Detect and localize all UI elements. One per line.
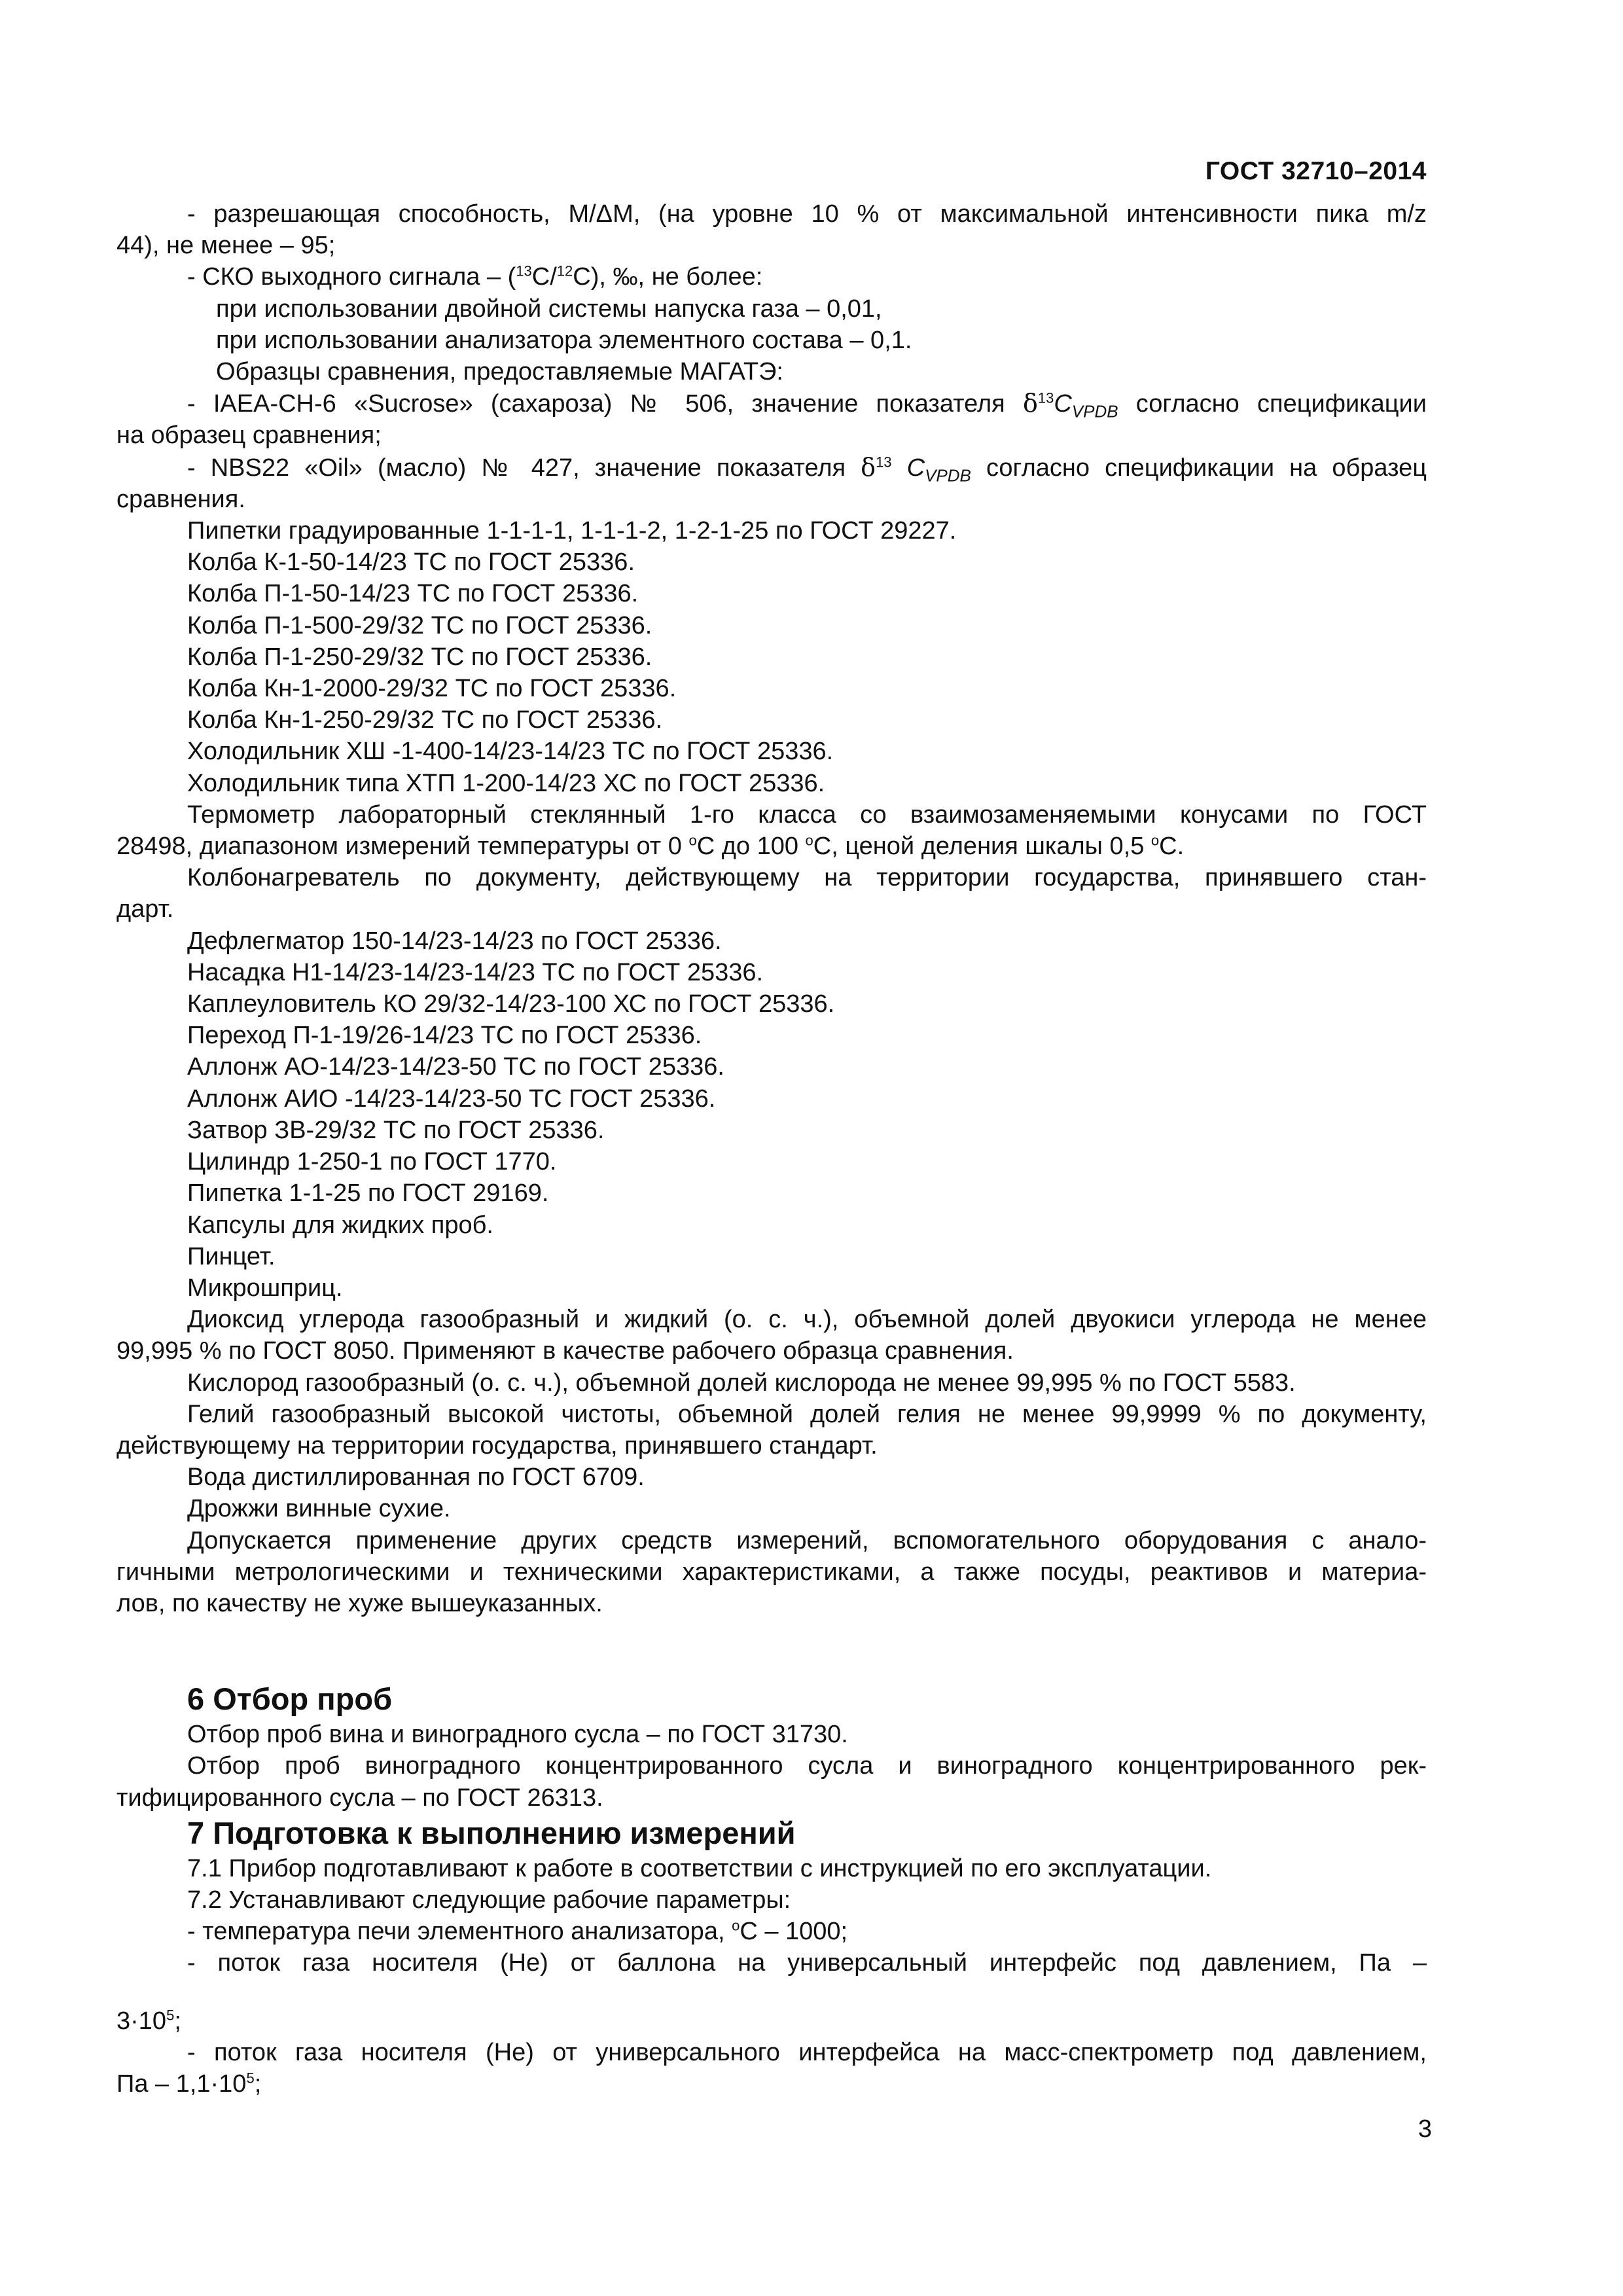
equipment-list-a — [116, 515, 1427, 799]
equipment-item: Пипетка 1-1-25 по ГОСТ 29169. — [187, 1179, 549, 1208]
section-6-heading: 6 Отбор проб — [187, 1681, 393, 1717]
resolution-line-1: - разрешающая способность, M/ΔM, (на уровне 10 % от максимальной интенсивности пика m/z — [187, 200, 1427, 228]
heater-line-2: дарт. — [116, 895, 174, 924]
equipment-item: Пипетки градуированные 1-1-1-1, 1-1-1-2, 1-2-1-25 по ГОСТ 29227. — [187, 517, 957, 545]
equipment-item: Холодильник ХШ -1-400-14/23-14/23 ТС по ГОСТ 25336. — [187, 738, 834, 766]
equipment-item: Колба П-1-250-29/32 ТС по ГОСТ 25336. — [187, 643, 652, 671]
equipment-item: Колба П-1-50-14/23 ТС по ГОСТ 25336. — [187, 580, 639, 608]
equipment-item: Колба К-1-50-14/23 ТС по ГОСТ 25336. — [187, 548, 635, 577]
oxygen-line: Кислород газообразный (о. с. ч.), объемной долей кислорода не менее 99,995 % по ГОСТ 5583. — [187, 1369, 1296, 1397]
nbs-line-1: - NBS22 «Oil» (масло) № 427, значение показателя $\delta^{13}$ $C_{VPDB}$ согласно спецификации на образец — [187, 452, 1427, 486]
clause-7-2: 7.2 Устанавливают следующие рабочие параметры: — [187, 1886, 791, 1914]
allowance-line-3: лов, по качеству не хуже вышеуказанных. — [116, 1589, 603, 1617]
equipment-item: Микрошприц. — [187, 1274, 343, 1302]
flow-1-line-2: $3\cdot 10^5$; — [116, 2006, 181, 2035]
thermometer-line-1: Термометр лабораторный стеклянный 1-го класса со взаимозаменяемыми конусами по ГОСТ — [187, 800, 1427, 829]
equipment-item: Холодильник типа ХТП 1-200-14/23 ХС по ГОСТ 25336. — [187, 769, 825, 797]
furnace-temperature-line: - температура печи элементного анализатора, $^o$C – 1000; — [187, 1917, 848, 1946]
delta-symbol: δ — [1022, 389, 1038, 418]
sampling-line-2: Отбор проб виноградного концентрированного сусла и виноградного концентрированного рек- — [187, 1752, 1427, 1780]
equipment-item: Дефлегматор 150-14/23-14/23 по ГОСТ 25336. — [187, 927, 722, 955]
iaea-line-1: - IAEA-CH-6 «Sucrose» (сахароза) № 506, значение показателя $\delta^{13}C_{VPDB}$ согласно спецификации — [187, 389, 1427, 422]
superscript-13: 13 — [516, 262, 532, 279]
sampling-line-1: Отбор проб вина и виноградного сусла – по ГОСТ 31730. — [187, 1721, 848, 1749]
flow-2-line-1: - поток газа носителя (He) от универсального интерфейса на масс-спектрометр под давлением, — [187, 2038, 1427, 2066]
equipment-item: Капсулы для жидких проб. — [187, 1211, 493, 1239]
page-number: 3 — [1418, 2115, 1432, 2143]
equipment-item: Пинцет. — [187, 1242, 276, 1270]
equipment-list-b — [116, 925, 1427, 1304]
flow-2-line-2: Па – $1,1\cdot 10^5$; — [116, 2070, 262, 2098]
page-content — [116, 198, 1427, 2100]
allowance-line-1: Допускается применение других средств измерений, вспомогательного оборудования с анало- — [187, 1526, 1427, 1554]
helium-line-2: действующему на территории государства, принявшего стандарт. — [116, 1431, 878, 1460]
equipment-item: Насадка Н1-14/23-14/23-14/23 ТС по ГОСТ 25336. — [187, 958, 764, 986]
standard-header: ГОСТ 32710–2014 — [1205, 157, 1427, 185]
sko-elemental-analyzer: при использовании анализатора элементного состава – 0,1. — [216, 326, 912, 354]
equipment-item: Затвор ЗВ-29/32 ТС по ГОСТ 25336. — [187, 1116, 605, 1144]
equipment-item: Цилиндр 1-250-1 по ГОСТ 1770. — [187, 1148, 557, 1176]
yeast-line: Дрожжи винные сухие. — [187, 1495, 451, 1523]
flow-1-line-1: - поток газа носителя (He) от баллона на универсальный интерфейс под давлением, Па – — [187, 1949, 1427, 1977]
equipment-item: Колба Кн-1-250-29/32 ТС по ГОСТ 25336. — [187, 706, 663, 734]
delta-symbol: δ — [861, 452, 876, 482]
water-line: Вода дистиллированная по ГОСТ 6709. — [187, 1463, 645, 1492]
reference-samples-title: Образцы сравнения, предоставляемые МАГАТЭ: — [216, 358, 783, 386]
helium-line-1: Гелий газообразный высокой чистоты, объемной долей гелия не менее 99,9999 % по документу, — [187, 1400, 1427, 1428]
iaea-line-2: на образец сравнения; — [116, 422, 382, 450]
sampling-line-3: тифицированного сусла – по ГОСТ 26313. — [116, 1784, 603, 1812]
equipment-item: Переход П-1-19/26-14/23 ТС по ГОСТ 25336. — [187, 1022, 702, 1050]
thermometer-line-2: 28498, диапазоном измерений температуры от 0 $^o$C до 100 $^o$C, ценой деления шкалы 0,5 $^o$C. — [116, 832, 1185, 861]
sko-dual-inlet: при использовании двойной системы напуска газа – 0,01, — [216, 295, 882, 323]
sko-line: - СКО выходного сигнала – ($^{13}$C/$^{12}$C), ‰, не более: — [187, 262, 763, 291]
heater-line-1: Колбонагреватель по документу, действующему на территории государства, принявшего стан- — [187, 864, 1427, 892]
equipment-item: Колба Кн-1-2000-29/32 ТС по ГОСТ 25336. — [187, 675, 677, 703]
equipment-item: Колба П-1-500-29/32 ТС по ГОСТ 25336. — [187, 611, 652, 639]
resolution-line-2: 44), не менее – 95; — [116, 232, 336, 260]
equipment-item: Аллонж АИО -14/23-14/23-50 ТС ГОСТ 25336. — [187, 1085, 716, 1113]
co2-line-2: 99,995 % по ГОСТ 8050. Применяют в качестве рабочего образца сравнения. — [116, 1337, 1014, 1365]
co2-line-1: Диоксид углерода газообразный и жидкий (о. с. ч.), объемной долей двуокиси углерода не менее — [187, 1306, 1427, 1334]
section-7-heading: 7 Подготовка к выполнению измерений — [187, 1815, 796, 1850]
equipment-item: Аллонж АО-14/23-14/23-50 ТС по ГОСТ 25336. — [187, 1053, 724, 1081]
superscript-12: 12 — [556, 262, 573, 279]
nbs-line-2: сравнения. — [116, 485, 245, 513]
clause-7-1: 7.1 Прибор подготавливают к работе в соответствии с инструкцией по его эксплуатации. — [187, 1854, 1212, 1882]
allowance-line-2: гичными метрологическими и техническими характеристиками, а также посуды, реактивов и материа- — [116, 1558, 1427, 1586]
equipment-item: Каплеуловитель КО 29/32-14/23-100 ХС по ГОСТ 25336. — [187, 990, 835, 1018]
